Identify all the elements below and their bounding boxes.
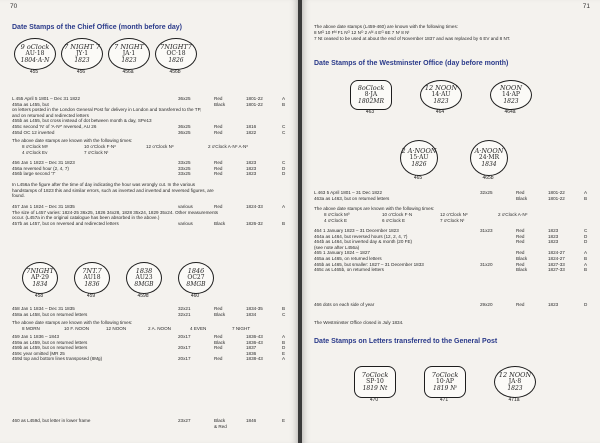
stamp-line-time: 7NT.7 <box>82 267 102 276</box>
stamp-caption: 459d <box>137 293 149 299</box>
years: 1823 <box>548 233 559 239</box>
rarity: B <box>584 195 588 201</box>
entry-text: 458 Jan 1 1834 – Dec 31 1835 <box>12 306 75 311</box>
time-entry: 10 o'Clock F·N <box>382 212 413 217</box>
rarity: A <box>584 261 588 267</box>
rarity: B <box>282 339 286 345</box>
years: 1834-35 <box>246 306 263 311</box>
years: 1801-22 <box>548 195 565 201</box>
entry-text: 464b as L464, but inverted day & month (20 FE) <box>314 239 413 245</box>
stamp-caption: 459 <box>86 293 96 299</box>
rarity: B <box>282 101 286 107</box>
rarity: D <box>282 165 286 171</box>
size: 36x25 <box>178 129 191 135</box>
years: 1823 <box>548 239 559 245</box>
entry-text: 464 1 January 1823 – 31 December 1823 <box>314 228 399 233</box>
colour: Red <box>516 250 525 256</box>
section-title: Date Stamps of the Chief Office (month before day) <box>12 24 182 31</box>
time-entry: 4 o'Clock Ev <box>22 150 48 155</box>
stamp-line-date: JY·1 <box>75 49 89 57</box>
stamp-line-year: 8MGB <box>186 280 206 288</box>
colour: Red <box>516 233 525 239</box>
stamp-line-year: 1819 Nt <box>362 384 388 392</box>
stamp-caption: 455 <box>29 69 39 75</box>
rarity: A <box>282 334 286 339</box>
stamp-line-date: JA·8 <box>508 377 522 385</box>
colour: Red <box>214 356 223 362</box>
right-page <box>302 0 600 443</box>
entry-text: 459 Jan 1 1836 – 1843 <box>12 334 60 339</box>
left-page <box>0 0 298 443</box>
size: 33x25 <box>178 171 191 177</box>
date-stamp <box>22 262 58 294</box>
stamp-line-time: 9 oClock <box>20 43 50 52</box>
intro-line: 8 Mᴳ 10 Fᴺ F1 Nᴼ 12 Nᴼ 2 Aᴺ 4 Eᴳ 6E 7 Nᵗ 8 Nᵗ <box>314 30 410 35</box>
years: 1827-33 <box>548 261 565 267</box>
catalogue-row <box>0 171 298 177</box>
size: 32x21 <box>178 311 191 317</box>
times-intro: The above date stamps are known with the following times: <box>12 138 133 143</box>
size: 36x25 <box>178 96 191 101</box>
rarity: D <box>584 233 588 239</box>
stamp-line-year: 1836 <box>84 280 100 288</box>
stamp-line-year: 1823 <box>74 56 90 64</box>
rarity: B <box>282 306 286 311</box>
rarity: B <box>584 267 588 273</box>
date-stamp <box>108 38 150 70</box>
size: 36x25 <box>178 124 191 129</box>
entry-text: 458a as L458, but on returned letters <box>12 311 88 317</box>
time-entry: 2 o'Clock A·Nᵒ <box>498 212 528 217</box>
stamp-line-time: 7NIGHT <box>26 267 54 276</box>
stamp-line-date: SP·10 <box>366 377 384 385</box>
stamp-line-time: 7 NIGHT <box>114 43 144 52</box>
stamp-line-time: 2 A·NOON <box>401 147 437 156</box>
stamp-caption: 456 <box>76 69 86 75</box>
stamp-line-year: 1823 <box>507 384 523 392</box>
date-stamp <box>178 262 214 294</box>
entry-text: (see note after L456a) <box>314 244 360 250</box>
colour: Black <box>214 101 226 107</box>
stamp-line-year: 1823 <box>121 56 137 64</box>
rarity: A <box>282 356 286 362</box>
years: 1838-43 <box>246 356 263 362</box>
date-stamp <box>354 366 396 398</box>
stamp-line-date: 10·AP <box>436 377 454 385</box>
entry-text: 466 dots on each side of year <box>314 302 375 307</box>
entry-text: occur. (L457a in the original catalogue has been absorbed in the above.) <box>12 215 160 221</box>
intro-line: The above date stamps (L459-460) are known with the following times: <box>314 24 459 29</box>
entry-text: 455a as L455, but <box>12 101 49 107</box>
stamp-line-date: 14·AU <box>431 90 451 98</box>
size: 31x23 <box>480 228 493 233</box>
entry-text: 456a reversed hour (2, 4, 7) <box>12 165 69 171</box>
years: 1834 <box>246 311 257 317</box>
stamp-line-time: 7oClock <box>361 371 389 380</box>
size: 32x21 <box>178 306 191 311</box>
colour: Black <box>516 256 528 261</box>
time-entry: 4 o'Clock E <box>324 218 348 223</box>
stamp-line-date: 8·JA <box>364 90 378 98</box>
years: 1816 <box>246 124 257 129</box>
colour: Black <box>214 311 226 317</box>
stamp-line-time: 7 NIGHT 7 <box>64 43 100 52</box>
years: 1824-33 <box>246 204 263 209</box>
rarity: E <box>282 350 286 356</box>
time-entry: 12 o'Clock Nᵒ <box>440 212 468 217</box>
stamp-line-date: AU23 <box>135 273 153 281</box>
time-entry: 12 NOON <box>106 326 127 331</box>
time-entry: 8 MORN <box>22 326 40 331</box>
colour: Black <box>214 220 226 226</box>
colour: Black <box>516 267 528 273</box>
years: 1836 <box>246 350 257 356</box>
date-stamp <box>126 262 162 294</box>
size: 23x27 <box>178 418 191 423</box>
size: 20x17 <box>178 356 191 362</box>
size: 29x20 <box>480 302 493 307</box>
stamp-line-date: AU·18 <box>25 49 45 57</box>
rarity: A <box>584 190 588 195</box>
colour: & Red <box>214 423 227 429</box>
stamp-line-year: 1826 <box>411 160 427 168</box>
stamp-line-date: AU18 <box>83 273 101 281</box>
date-stamp <box>490 80 532 110</box>
years: 1836-43 <box>246 339 263 345</box>
rarity: E <box>282 418 286 423</box>
size: 33x25 <box>178 160 191 165</box>
years: 1823 <box>246 165 257 171</box>
rarity: B <box>282 220 286 226</box>
entry-text: on letters posted in the London General Post for delivery in London and transferred to the TP, <box>12 107 202 113</box>
catalogue-row <box>0 312 298 318</box>
time-entry: 2 A. NOON <box>148 326 171 331</box>
entry-text: 465 1 January 1824 – 1827 <box>314 250 370 256</box>
entry-text: 465c as L465b, on returned letters <box>314 267 384 273</box>
stamp-line-time: A·NOON <box>474 147 504 156</box>
intro-line: 7 Nt ceased to be used at about the end of November 1837 and was replaced by 6 EV and 8 NT. <box>314 36 511 41</box>
stamp-line-time: 12 NOON <box>424 84 458 93</box>
stamp-caption: 458 <box>34 293 44 299</box>
stamp-caption: 456a <box>122 69 134 75</box>
page-number: 70 <box>10 3 18 10</box>
colour: Red <box>516 190 525 195</box>
date-stamp <box>155 38 197 70</box>
colour: Black <box>214 339 226 345</box>
entry-text: 464a as L464, but reversed hours (12, 2, 4, 7) <box>314 233 408 239</box>
date-stamp <box>400 140 438 176</box>
rarity: D <box>584 239 588 245</box>
years: 1824-27 <box>548 256 565 261</box>
date-stamp <box>350 80 392 110</box>
entry-text: 455c second 'N' of 'A·Nᵒ' reversed, AU 26 <box>12 124 97 129</box>
entry-text: The size of L457 varies: 1824-25 36x25, 1826 34x28, 1828 35x24, 1829 35x24. Other measurements <box>12 209 219 215</box>
stamp-line-year: 1826 <box>168 56 184 64</box>
time-entry: 8 o'Clock M⁰ <box>324 212 350 217</box>
entry-text: L 463 5 April 1801 – 31 Dec 1822 <box>314 190 383 195</box>
rarity: C <box>282 129 286 135</box>
paragraph-line: In L456a the figure after the time of day indicating the hour was wrongly cut. In the various <box>12 182 196 187</box>
colour: Red <box>516 302 525 307</box>
stamp-line-date: 15·AU <box>409 153 429 161</box>
stamp-caption: 471a <box>508 397 520 403</box>
years: 1836-43 <box>246 334 263 339</box>
stamp-caption: 465b <box>482 175 494 181</box>
time-entry: 6 o'Clock E <box>382 218 406 223</box>
catalogue-row <box>0 130 298 136</box>
entry-text: 465a as L465, on returned letters <box>314 256 382 261</box>
paragraph-line: found. <box>12 193 25 199</box>
catalogue-row <box>302 302 600 308</box>
entry-text: 460 as L459d, but letter in lower frame <box>12 418 91 423</box>
stamp-line-year: 1823 <box>433 97 449 105</box>
stamp-line-year: 1834 <box>32 280 48 288</box>
date-stamp <box>74 262 110 294</box>
years: 1826-32 <box>246 220 263 226</box>
stamp-caption: 465 <box>413 175 423 181</box>
years: 1823 <box>246 160 257 165</box>
stamp-line-year: 1823 <box>503 97 519 105</box>
entry-text: L 455 April 5 1801 – Dec 31 1822 <box>12 96 81 101</box>
size: 32x25 <box>480 190 493 195</box>
years: 1824-27 <box>548 250 565 256</box>
colour: Black <box>516 195 528 201</box>
years: 1846 <box>246 418 257 423</box>
stamp-line-time: 1846 <box>187 267 205 276</box>
stamp-line-date: OC27 <box>187 273 205 281</box>
stamp-line-time: 1838 <box>135 267 153 276</box>
entry-text: 457b as L457, but on reversed and redirected letters <box>12 220 119 226</box>
catalogue-row <box>302 267 600 273</box>
date-stamp <box>61 38 103 70</box>
colour: Black <box>214 418 226 423</box>
rarity: A <box>584 250 588 256</box>
stamp-line-date: 14·AP <box>502 90 520 98</box>
paragraph-line: handstamps of 1823 this and similar errors, such as inverted and inverted and reversed figures, are <box>12 187 214 193</box>
years: 1801-22 <box>548 190 565 195</box>
stamp-line-time: 12 NOON <box>498 371 532 380</box>
entry-text: 455b as L455, but cross instead of dot between month & day, SPe13 <box>12 118 152 124</box>
colour: Red <box>214 345 223 351</box>
stamp-caption: 456b <box>169 69 181 75</box>
date-stamp <box>494 366 536 398</box>
entry-text: 456b large second '7' <box>12 171 56 177</box>
colour: Red <box>214 129 223 135</box>
time-entry: 10 o'Clock F·Nᵒ <box>84 144 116 149</box>
catalogue-row <box>0 356 298 362</box>
entry-text: 455d OC 12 inverted <box>12 129 55 135</box>
entry-text: 463a as L463, but on returned letters <box>314 195 390 201</box>
size: 20x17 <box>178 334 191 339</box>
rarity: C <box>282 160 286 165</box>
colour: Red <box>516 228 525 233</box>
rarity: D <box>282 345 286 351</box>
rarity: C <box>584 228 588 233</box>
time-entry: 8 o'Clock Mᵍ <box>22 144 48 149</box>
entry-text: 457 Jan 1 1824 – Dec 31 1835 <box>12 204 75 209</box>
colour: Red <box>214 96 223 101</box>
closed-note: The Westminster Office closed in July 1834. <box>314 320 404 325</box>
colour: Red <box>214 204 223 209</box>
rarity: A <box>282 96 286 101</box>
time-entry: 2 o'Clock A·Nᵒ A·Nᵒ <box>208 144 249 149</box>
time-entry: 12 o'Clock Nᵒ <box>146 144 174 149</box>
stamp-line-time: 8oClock <box>357 84 385 93</box>
catalogue-row <box>0 221 298 227</box>
entry-text: 465b as L465, but smaller: 1827 – 31 December 1833 <box>314 261 424 267</box>
stamp-line-date: JA·1 <box>122 49 136 57</box>
entry-text: 456 Jan 1 1823 – Dec 31 1823 <box>12 160 75 165</box>
stamp-line-date: AP·29 <box>31 273 49 281</box>
entry-text: 459d top and bottom lines transposed (8Mg) <box>12 356 103 362</box>
colour: Red <box>214 171 223 177</box>
stamp-caption: 464 <box>435 109 445 115</box>
stamp-line-year: 1802MR <box>358 97 384 105</box>
size: 33x25 <box>178 165 191 171</box>
stamp-caption: 471 <box>439 397 449 403</box>
years: 1822 <box>246 129 257 135</box>
colour: Red <box>214 306 223 311</box>
years: 1801-22 <box>246 96 263 101</box>
entry-text: 459a as L459, but on returned letters <box>12 339 88 345</box>
colour: Red <box>214 124 223 129</box>
size: 31x20 <box>480 261 493 267</box>
years: 1801-22 <box>246 101 263 107</box>
years: 1823 <box>548 302 559 307</box>
rarity: A <box>282 204 286 209</box>
stamp-line-year: 1819 Nᵗ <box>433 384 457 392</box>
time-entry: 10 F. NOON <box>64 326 90 331</box>
stamp-caption: 463 <box>365 109 375 115</box>
stamp-line-year: 1834 <box>481 160 497 168</box>
entry-text: 459b as L459, but on returned letters <box>12 345 88 351</box>
years: 1837 <box>246 345 257 351</box>
entry-text: and on returned and redirected letters <box>12 112 89 118</box>
rarity: D <box>282 171 286 177</box>
years: 1823 <box>246 171 257 177</box>
stamp-line-time: 7NIGHT7 <box>160 43 192 52</box>
size: 20x17 <box>178 345 191 351</box>
rarity: C <box>282 311 286 317</box>
rarity: C <box>282 124 286 129</box>
colour: Red <box>214 160 223 165</box>
time-entry: 7 o'Clock Nᵗ <box>84 150 109 155</box>
size: various <box>178 204 193 209</box>
stamp-line-time: 7oClock <box>431 371 459 380</box>
colour: Red <box>516 261 525 267</box>
stamp-line-time: NOON <box>499 84 523 93</box>
page-number: 71 <box>582 3 590 10</box>
stamp-line-date: 24·MR <box>478 153 500 161</box>
time-entry: 7 o'Clock Nᵗ <box>440 218 465 223</box>
date-stamp <box>424 366 466 398</box>
rarity: B <box>584 256 588 261</box>
times-intro: The above date stamps are known with the following times: <box>314 206 435 211</box>
section-title: Date Stamps on Letters transferred to the General Post <box>314 338 498 345</box>
entry-text: 459c year omitted (MR 25 <box>12 350 65 356</box>
rarity: D <box>584 302 588 307</box>
stamp-caption: 470 <box>369 397 379 403</box>
stamp-caption: 460 <box>190 293 200 299</box>
years: 1827-33 <box>548 267 565 273</box>
section-title: Date Stamps of the Westminster Office (day before month) <box>314 60 509 67</box>
size: various <box>178 220 193 226</box>
catalogue-row <box>302 196 600 202</box>
date-stamp <box>14 38 56 70</box>
colour: Red <box>214 165 223 171</box>
times-intro: The above date stamps are known with the following times: <box>12 320 133 325</box>
stamp-line-year: 1804·A·N <box>20 56 50 64</box>
colour: Red <box>516 239 525 245</box>
catalogue-row <box>0 424 298 430</box>
years: 1823 <box>548 228 559 233</box>
date-stamp <box>470 140 508 176</box>
time-entry: 4 EVEN <box>190 326 207 331</box>
stamp-caption: 464a <box>504 109 516 115</box>
stamp-line-year: 8MGB <box>134 280 154 288</box>
date-stamp <box>420 80 462 110</box>
stamp-line-date: OC·18 <box>166 49 186 57</box>
time-entry: 7 NIGHT <box>232 326 251 331</box>
colour: Red <box>214 334 223 339</box>
